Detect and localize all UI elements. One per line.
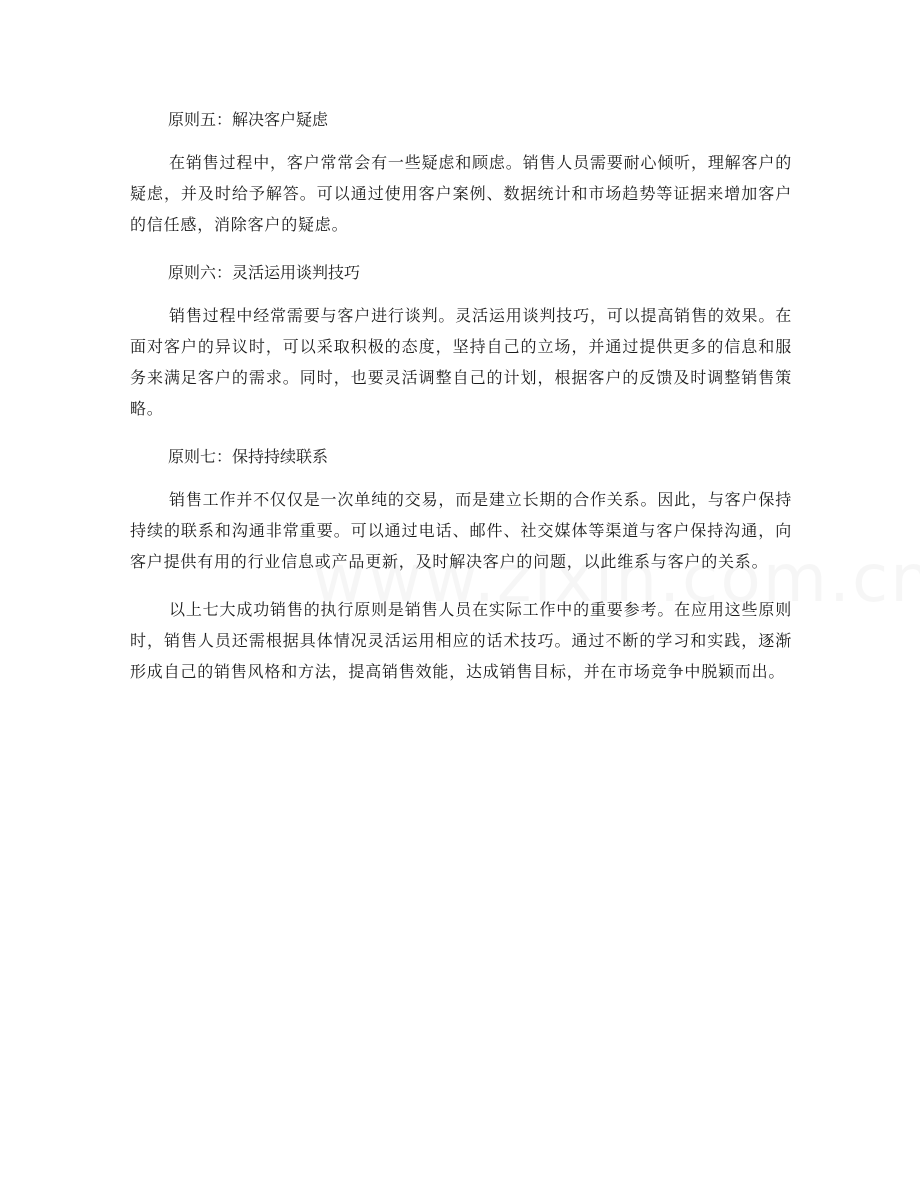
conclusion-paragraph: 以上七大成功销售的执行原则是销售人员在实际工作中的重要参考。在应用这些原则时，销售人员还需根据具体情况灵活运用相应的话术技巧。通过不断的学习和实践，逐渐形成自己的销售风格和方法，提高销售效能，达成销售目标，并在市场竞争中脱颖而出。 [130,600,792,681]
section-heading-6: 原则六：灵活运用谈判技巧 [168,263,361,282]
section-heading-7: 原则七：保持持续联系 [168,447,329,466]
section-heading-5: 原则五：解决客户疑虑 [168,110,329,129]
section-paragraph-6: 销售过程中经常需要与客户进行谈判。灵活运用谈判技巧，可以提高销售的效果。在面对客户的异议时，可以采取积极的态度，坚持自己的立场，并通过提供更多的信息和服务来满足客户的需求。同时，也要灵活调整自己的计划，根据客户的反馈及时调整销售策略。 [130,306,792,418]
section-paragraph-5: 在销售过程中，客户常常会有一些疑虑和顾虑。销售人员需要耐心倾听，理解客户的疑虑，并及时给予解答。可以通过使用客户案例、数据统计和市场趋势等证据来增加客户的信任感，消除客户的疑虑。 [130,153,792,234]
section-paragraph-7: 销售工作并不仅仅是一次单纯的交易，而是建立长期的合作关系。因此，与客户保持持续的联系和沟通非常重要。可以通过电话、邮件、社交媒体等渠道与客户保持沟通，向客户提供有用的行业信息或产品更新，及时解决客户的问题，以此维系与客户的关系。 [130,490,792,571]
document-body [130,104,792,687]
